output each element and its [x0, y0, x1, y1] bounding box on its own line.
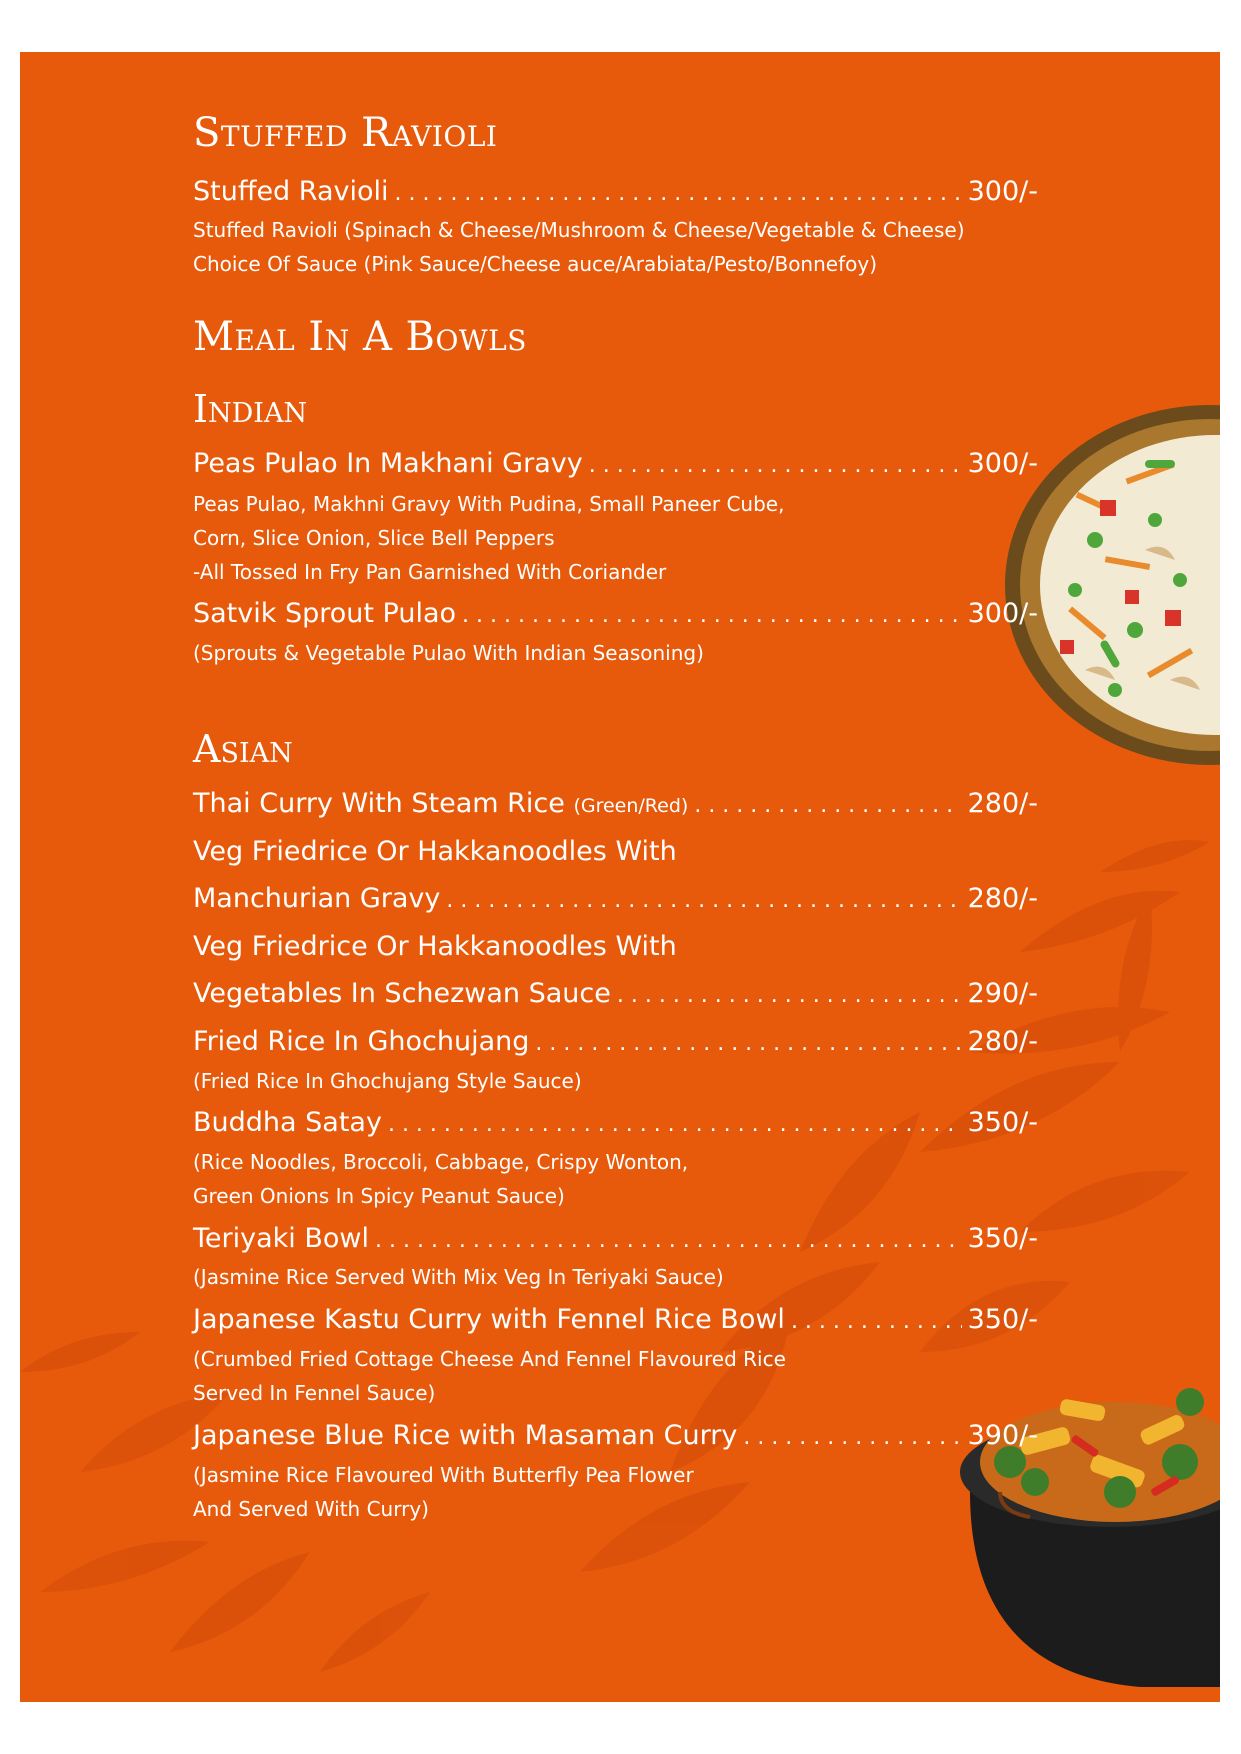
item-name: Vegetables In Schezwan Sauce	[193, 978, 611, 1009]
menu-page	[20, 52, 1220, 1702]
item-name: Veg Friedrice Or Hakkanoodles With	[193, 931, 677, 962]
item-description: Corn, Slice Onion, Slice Bell Peppers	[193, 526, 555, 550]
item-description: Green Onions In Spicy Peanut Sauce)	[193, 1184, 565, 1208]
leader-dots	[617, 983, 962, 1008]
item-description: (Jasmine Rice Flavoured With Butterfly Pea Flower	[193, 1463, 694, 1487]
item-name: Thai Curry With Steam Rice (Green/Red)	[193, 788, 689, 819]
item-price: 290/-	[967, 978, 1038, 1009]
subsection-title-indian: Indian	[193, 387, 308, 431]
leader-dots	[388, 1112, 962, 1137]
item-name: Stuffed Ravioli	[193, 176, 389, 207]
leader-dots	[791, 1309, 962, 1334]
item-price: 350/-	[967, 1223, 1038, 1254]
menu-item-manchurian-line2	[193, 883, 1038, 923]
item-price: 280/-	[967, 883, 1038, 914]
menu-item-schezwan-line2	[193, 978, 1038, 1018]
item-name: Japanese Blue Rice with Masaman Curry	[193, 1420, 738, 1451]
menu-item-thai-curry	[193, 788, 1038, 828]
item-description: (Jasmine Rice Served With Mix Veg In Teriyaki Sauce)	[193, 1265, 724, 1289]
subsection-title-asian: Asian	[193, 727, 293, 771]
item-description: (Fried Rice In Ghochujang Style Sauce)	[193, 1069, 582, 1093]
item-price: 280/-	[967, 788, 1038, 819]
menu-item-teriyaki-bowl	[193, 1223, 1038, 1263]
menu-item-stuffed-ravioli	[193, 176, 1038, 216]
section-title-stuffed-ravioli: Stuffed Ravioli	[193, 110, 498, 156]
leader-dots	[462, 603, 962, 628]
item-price: 300/-	[967, 176, 1038, 207]
item-name: Buddha Satay	[193, 1107, 382, 1138]
item-description: Stuffed Ravioli (Spinach & Cheese/Mushroom & Cheese/Vegetable & Cheese)	[193, 218, 965, 242]
item-description: Peas Pulao, Makhni Gravy With Pudina, Small Paneer Cube,	[193, 492, 785, 516]
item-price: 280/-	[967, 1026, 1038, 1057]
section-title-meal-in-a-bowls: Meal In A Bowls	[193, 314, 527, 360]
item-description: -All Tossed In Fry Pan Garnished With Coriander	[193, 560, 667, 584]
item-name: Teriyaki Bowl	[193, 1223, 369, 1254]
item-price: 350/-	[967, 1304, 1038, 1335]
menu-item-schezwan-line1	[193, 931, 1038, 971]
item-price: 390/-	[967, 1420, 1038, 1451]
item-description: (Rice Noodles, Broccoli, Cabbage, Crispy Wonton,	[193, 1150, 689, 1174]
leader-dots	[395, 181, 962, 206]
leader-dots	[743, 1425, 961, 1450]
item-name: Peas Pulao In Makhani Gravy	[193, 448, 583, 479]
item-name: Fried Rice In Ghochujang	[193, 1026, 530, 1057]
leader-dots	[694, 793, 961, 818]
item-name: Japanese Kastu Curry with Fennel Rice Bowl	[193, 1304, 785, 1335]
menu-item-manchurian-line1	[193, 836, 1038, 876]
leader-dots	[535, 1031, 961, 1056]
leader-dots	[589, 453, 962, 478]
menu-item-satvik-sprout-pulao	[193, 598, 1038, 638]
menu-item-peas-pulao	[193, 448, 1038, 488]
item-price: 350/-	[967, 1107, 1038, 1138]
item-description: Choice Of Sauce (Pink Sauce/Cheese auce/Arabiata/Pesto/Bonnefoy)	[193, 252, 878, 276]
item-note: (Green/Red)	[573, 795, 689, 817]
item-description: (Sprouts & Vegetable Pulao With Indian Seasoning)	[193, 641, 704, 665]
item-description: And Served With Curry)	[193, 1497, 429, 1521]
menu-item-japanese-blue-rice	[193, 1420, 1038, 1460]
leader-dots	[446, 888, 961, 913]
item-name: Satvik Sprout Pulao	[193, 598, 457, 629]
item-price: 300/-	[967, 598, 1038, 629]
leader-dots	[375, 1228, 962, 1253]
menu-item-ghochujang	[193, 1026, 1038, 1066]
menu-item-buddha-satay	[193, 1107, 1038, 1147]
menu-item-japanese-kastu-curry	[193, 1304, 1038, 1344]
item-name: Veg Friedrice Or Hakkanoodles With	[193, 836, 677, 867]
item-name: Manchurian Gravy	[193, 883, 441, 914]
item-description: (Crumbed Fried Cottage Cheese And Fennel Flavoured Rice	[193, 1347, 786, 1371]
item-price: 300/-	[967, 448, 1038, 479]
item-description: Served In Fennel Sauce)	[193, 1381, 436, 1405]
